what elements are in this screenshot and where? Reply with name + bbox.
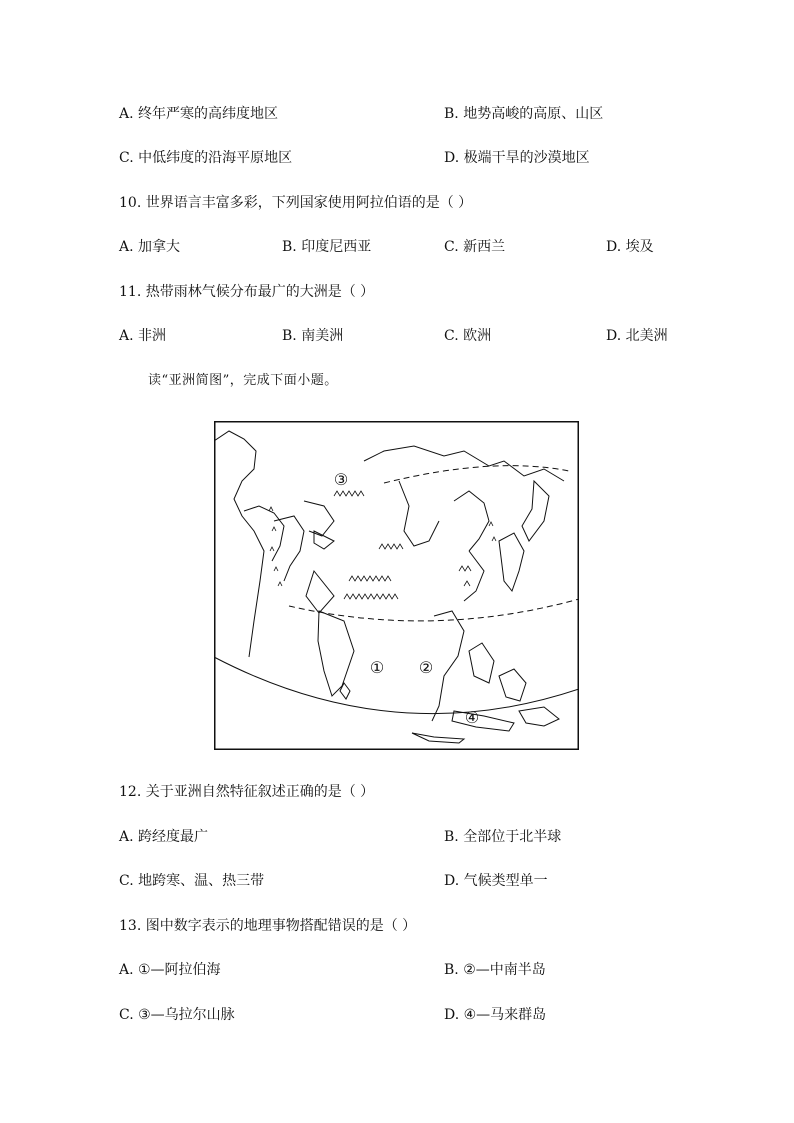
q10-stem: 10. 世界语言丰富多彩，下列国家使用阿拉伯语的是（ ） — [119, 195, 473, 211]
q11-stem: 11. 热带雨林气候分布最广的大洲是（ ） — [119, 284, 375, 300]
q13-option-c: C. ③—乌拉尔山脉 — [119, 1007, 235, 1023]
map-label-1: ① — [369, 658, 385, 677]
map-label-3: ③ — [333, 470, 349, 489]
q10-option-b: B. 印度尼西亚 — [282, 239, 372, 255]
q12-stem: 12. 关于亚洲自然特征叙述正确的是（ ） — [119, 784, 375, 800]
map-label-4: ④ — [464, 708, 480, 727]
q9-option-c: C. 中低纬度的沿海平原地区 — [119, 150, 293, 166]
q11-option-b: B. 南美洲 — [282, 328, 344, 344]
q12-option-c: C. 地跨寒、温、热三带 — [119, 873, 265, 889]
q12-option-b: B. 全部位于北半球 — [444, 829, 562, 845]
q10-option-d: D. 埃及 — [606, 239, 654, 255]
q9-option-d: D. 极端干旱的沙漠地区 — [444, 150, 590, 166]
q13-option-b: B. ②—中南半岛 — [444, 962, 546, 978]
asia-sketch-map — [214, 421, 579, 750]
q9-option-b: B. 地势高峻的高原、山区 — [444, 106, 604, 122]
q13-stem: 13. 图中数字表示的地理事物搭配错误的是（ ） — [119, 918, 417, 934]
q12-option-a: A. 跨经度最广 — [119, 829, 209, 845]
q11-option-d: D. 北美洲 — [606, 328, 668, 344]
q10-option-c: C. 新西兰 — [444, 239, 506, 255]
map-label-2: ② — [418, 658, 434, 677]
q11-option-a: A. 非洲 — [119, 328, 167, 344]
map-frame — [215, 422, 579, 750]
q9-option-a: A. 终年严寒的高纬度地区 — [119, 106, 279, 122]
q10-option-a: A. 加拿大 — [119, 239, 181, 255]
q11-option-c: C. 欧洲 — [444, 328, 492, 344]
q13-option-a: A. ①—阿拉伯海 — [119, 962, 221, 978]
map-intro-text: 读“亚洲简图”，完成下面小题。 — [148, 373, 338, 388]
q12-option-d: D. 气候类型单一 — [444, 873, 548, 889]
q13-option-d: D. ④—马来群岛 — [444, 1007, 547, 1023]
